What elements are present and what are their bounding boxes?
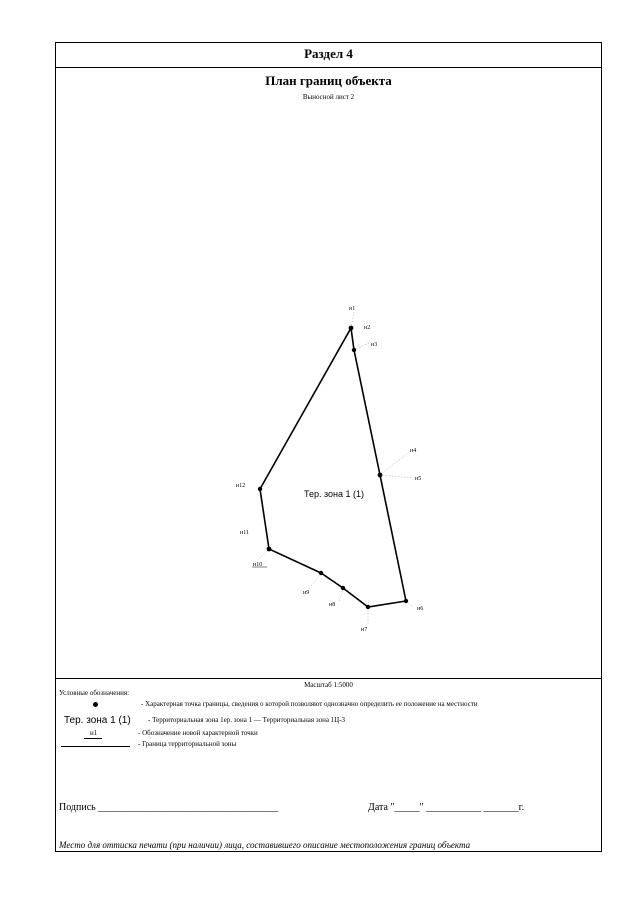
point-legend-icon [93, 702, 98, 707]
point-label: н2 [364, 325, 371, 331]
stamp-note: Место для оттиска печати (при наличии) лица, составившего описание местоположения границ объекта [59, 840, 471, 850]
legend-newpoint-sample: н1 [90, 729, 98, 737]
point-marker [378, 473, 383, 478]
point-label: н7 [361, 627, 368, 633]
date-line[interactable]: Дата "_____" ___________ _______г. [368, 802, 525, 813]
legend-zone-text: - Территориальная зона 1ер. зона 1 — Территориальная зона 1Ц-3 [148, 716, 346, 724]
legend-boundary-line-icon [61, 746, 130, 747]
point-marker [258, 487, 262, 491]
point-label: н8 [329, 602, 336, 608]
point-label: н12 [236, 483, 246, 489]
legend-heading: Условные обозначения: [59, 689, 130, 697]
characteristic-points [258, 326, 408, 610]
plan-subtitle: Выносной лист 2 [302, 93, 355, 101]
legend-point-text: - Характерная точка границы, сведения о которой позволяют однозначно определить ее положение на местности [141, 700, 478, 708]
point-marker [352, 348, 356, 352]
point-marker [349, 326, 354, 331]
point-label: н6 [417, 606, 424, 612]
point-label: н3 [371, 342, 378, 348]
point-marker [404, 599, 408, 603]
zone-label: Тер. зона 1 (1) [304, 489, 365, 499]
map-scale: Масштаб 1:5000 [304, 681, 353, 689]
point-label: н4 [410, 448, 417, 454]
signature-line[interactable]: Подпись ____________________________________ [59, 802, 279, 813]
divider [56, 678, 601, 679]
point-label: н11 [240, 530, 249, 536]
point-label: н10 [253, 562, 263, 568]
point-label: н5 [415, 476, 422, 482]
point-label: н1 [349, 306, 356, 312]
legend-boundary-text: - Граница территориальной зоны [138, 740, 237, 748]
point-marker [267, 547, 272, 552]
point-labels [236, 306, 423, 633]
section-title: Раздел 4 [304, 46, 353, 61]
boundary-map [56, 43, 601, 683]
point-label: н9 [303, 590, 310, 596]
legend-newpoint-underline [84, 738, 102, 739]
legend-zone-sample: Тер. зона 1 (1) [64, 715, 131, 726]
document-frame [55, 42, 602, 852]
point-marker [341, 586, 345, 590]
point-marker [366, 605, 370, 609]
plan-title: План границ объекта [265, 73, 392, 88]
legend-newpoint-text: - Обозначение новой характерной точки [138, 729, 258, 737]
zone-boundary [260, 328, 406, 607]
point-marker [319, 571, 323, 575]
